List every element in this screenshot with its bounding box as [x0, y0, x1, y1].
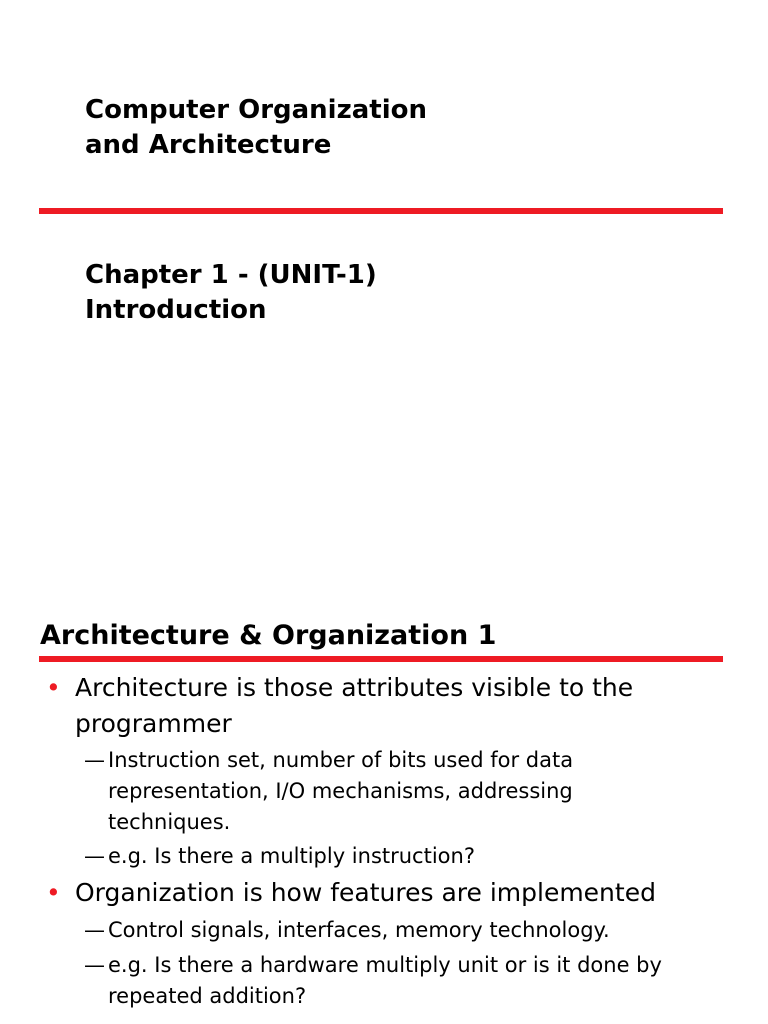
sub-text-line: e.g. Is there a multiply instruction? — [108, 844, 475, 868]
title-divider — [39, 208, 723, 214]
bullet-item-architecture — [0, 670, 768, 742]
title-line-1: Computer Organization — [85, 95, 427, 125]
heading-divider — [39, 656, 723, 662]
dash-icon: — — [84, 953, 105, 977]
bullet-text-line: Architecture is those attributes visible to the — [75, 673, 634, 702]
sub-item-instruction-set — [0, 745, 768, 838]
dash-icon: — — [84, 748, 105, 772]
bullet-text-line: Organization is how features are implemented — [75, 878, 656, 907]
sub-item-multiply-instruction — [0, 841, 768, 872]
slide-main-title — [85, 93, 427, 163]
sub-text-line: techniques. — [108, 810, 231, 834]
sub-text-line: representation, I/O mechanisms, addressing — [108, 779, 573, 803]
slide-heading: Architecture & Organization 1 — [40, 620, 497, 651]
bullet-dot-icon: • — [46, 673, 61, 702]
slide-architecture-organization — [0, 580, 768, 1024]
subtitle-line-2: Introduction — [85, 295, 267, 325]
bullet-dot-icon: • — [46, 878, 61, 907]
title-line-2: and Architecture — [85, 130, 332, 160]
sub-item-control-signals — [0, 915, 768, 946]
sub-item-hardware-multiply — [0, 950, 768, 1012]
dash-icon: — — [84, 918, 105, 942]
slide-subtitle — [85, 258, 377, 328]
bullet-text-line: programmer — [75, 709, 232, 738]
bullet-item-organization — [0, 875, 768, 911]
sub-text-line: repeated addition? — [108, 984, 307, 1008]
sub-text-line: e.g. Is there a hardware multiply unit or is it done by — [108, 953, 662, 977]
subtitle-line-1: Chapter 1 - (UNIT-1) — [85, 260, 377, 290]
dash-icon: — — [84, 844, 105, 868]
sub-text-line: Control signals, interfaces, memory technology. — [108, 918, 610, 942]
bullet-list — [0, 670, 768, 1012]
sub-text-line: Instruction set, number of bits used for data — [108, 748, 574, 772]
